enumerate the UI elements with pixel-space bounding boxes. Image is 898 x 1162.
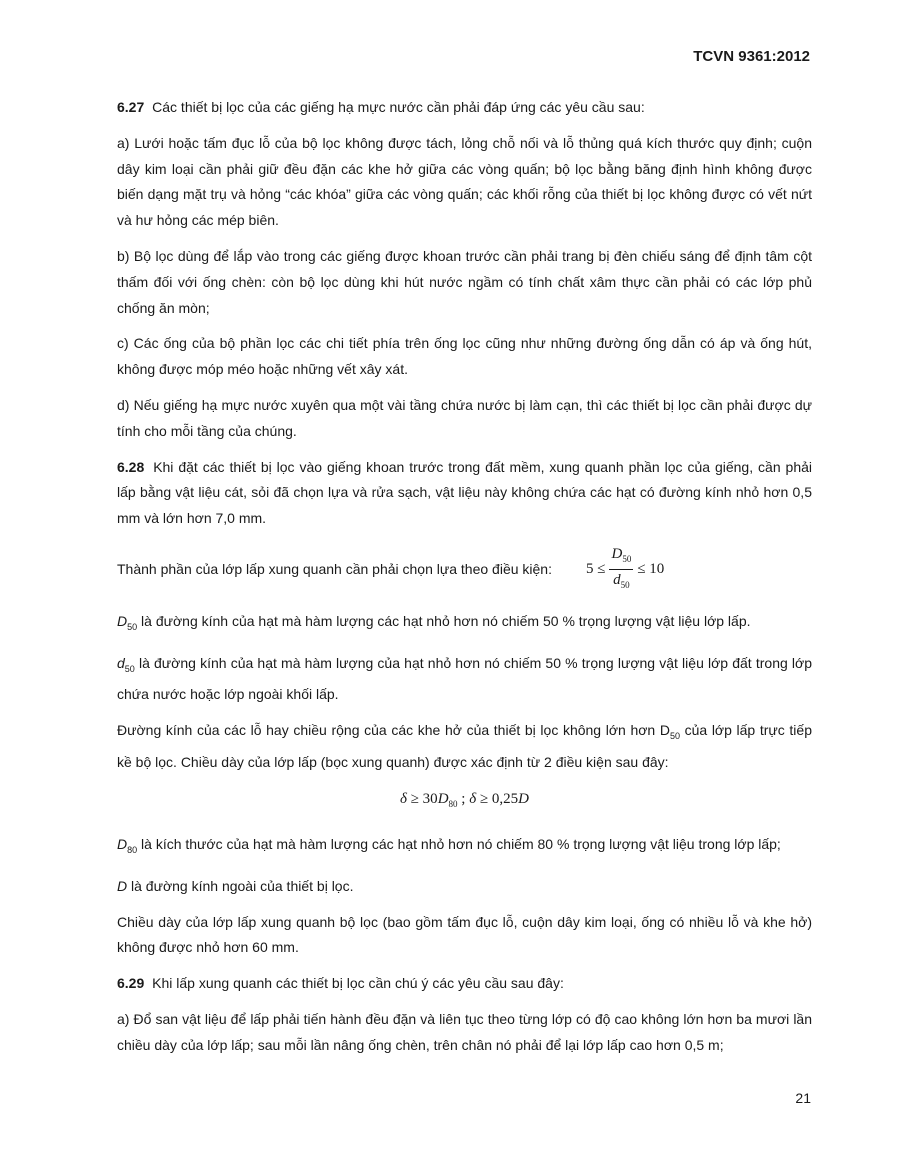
hole-text-part1: Đường kính của các lỗ hay chiều rộng của các khe hở của thiết bị lọc không lớn hơn D [117, 721, 670, 738]
clause-6-27-a: a) Lưới hoặc tấm đục lỗ của bộ lọc không được tách, lỏng chỗ nối và lỗ thủng quá kích thước quy định; cuộn dây kim loại cần phải giữ đều đặn các khe hở giữa các vòng quấn; bộ lọc bằng băng định hình không được biến dạng mặt trụ và hỏng “các khóa” giữa các vòng quấn; các khối rỗng của thiết bị lọc không được có vết nứt và hư hỏng các mép biên. [117, 134, 812, 229]
formula-D: D [518, 791, 530, 808]
symbol-D80: D [117, 836, 128, 853]
formula-ge-1: ≥ 30 [406, 791, 438, 808]
formula-ge-2: ≥ 0,25 [476, 791, 519, 808]
clause-6-27-d: d) Nếu giếng hạ mực nước xuyên qua một vài tầng chứa nước bị làm cạn, thì các thiết bị lọc cần phải được dự tính cho mỗi tầng của chúng. [117, 396, 812, 439]
fraction-denominator [611, 570, 632, 595]
definition-D50 [117, 609, 812, 641]
clause-6-29-a: a) Đổ san vật liệu để lấp phải tiến hành đều đặn và liên tục theo từng lớp có độ cao không lớn hơn ba mươi lần chiều dày của lớp lấp; sau mỗi lần nâng ống chèn, trên chân nó phải để lại lớp lấp cao hơn 0,5 m; [117, 1010, 812, 1053]
condition-text: Thành phần của lớp lấp xung quanh cần phải chọn lựa theo điều kiện: [117, 560, 552, 577]
fraction-numerator [609, 544, 633, 570]
formula-separator: ; [457, 791, 470, 808]
formula-right: ≤ 10 [637, 560, 665, 577]
document-code-header: TCVN 9361:2012 [693, 48, 810, 65]
formula-D-sub: 80 [448, 799, 458, 810]
clause-text: Các thiết bị lọc của các giếng hạ mực nước cần phải đáp ứng các yêu cầu sau: [152, 99, 645, 115]
page-body [117, 95, 812, 1069]
clause-6-27-b: b) Bộ lọc dùng để lắp vào trong các giếng được khoan trước cần phải trang bị đèn chiếu sáng để định tâm cột thấm đối với ống chèn: còn bộ lọc dùng khi hút nước ngầm có tính chất xâm thực cần phải có các lớp phủ chống ăn mòn; [117, 247, 812, 316]
hole-text-part2: của lớp lấp trực tiếp kề bộ lọc. Chiều dày của lớp lấp (bọc xung quanh) được xác định từ 2 điều kiện sau đây: [117, 721, 812, 770]
formula-left: 5 ≤ [585, 560, 606, 577]
definition-text: là đường kính ngoài của thiết bị lọc. [127, 877, 354, 894]
definition-text: là đường kính của hạt mà hàm lượng của hạt nhỏ hơn nó chiếm 50 % trọng lượng vật liệu lớp đất trong lớp chứa nước hoặc lớp ngoài khối lấp. [117, 654, 812, 703]
clause-6-28 [117, 455, 812, 532]
page-number: 21 [795, 1090, 811, 1106]
hole-subscript: 50 [669, 730, 680, 741]
formula-fraction [609, 544, 633, 595]
denominator-symbol: d [613, 571, 621, 588]
minimum-thickness-paragraph: Chiều dày của lớp lấp xung quanh bộ lọc (bao gồm tấm đục lỗ, cuộn dây kim loại, ống có nhiều lỗ và khe hở) không được nhỏ hơn 60 mm. [117, 913, 812, 956]
symbol-D: D [117, 877, 128, 894]
definition-D [117, 874, 812, 900]
delta-symbol: δ [399, 791, 407, 808]
definition-text: là kích thước của hạt mà hàm lượng các hạt nhỏ hơn nó chiếm 80 % trọng lượng vật liệu trong lớp lấp; [137, 836, 781, 853]
thickness-formula [117, 787, 812, 818]
symbol-D50-sub: 50 [127, 621, 138, 632]
formula-D: D [437, 791, 449, 808]
clause-number: 6.27 [117, 99, 145, 115]
symbol-D50: D [117, 612, 128, 629]
clause-number: 6.29 [117, 975, 145, 992]
definition-text: là đường kính của hạt mà hàm lượng các hạt nhỏ hơn nó chiếm 50 % trọng lượng vật liệu lớp lấp. [137, 612, 751, 629]
clause-text: Khi lấp xung quanh các thiết bị lọc cần chú ý các yêu cầu sau đây: [152, 975, 564, 992]
numerator-subscript: 50 [622, 553, 632, 564]
symbol-d50: d [117, 654, 125, 671]
clause-number: 6.28 [117, 458, 145, 475]
clause-6-29 [117, 971, 812, 997]
clause-6-27 [117, 95, 812, 121]
clause-6-27-c: c) Các ống của bộ phần lọc các chi tiết phía trên ống lọc cũng như những đường ống dẫn có áp và ống hút, không được móp méo hoặc những vết xây xát. [117, 335, 812, 378]
clause-text: Khi đặt các thiết bị lọc vào giếng khoan trước trong đất mềm, xung quanh phần lọc của giếng, cần phải lấp bằng vật liệu cát, sỏi đã chọn lựa và rửa sạch, vật liệu này không chứa các hạt có đường kính nhỏ hơn 0,5 mm và lớn hơn 7,0 mm. [117, 458, 812, 527]
condition-row [117, 544, 812, 595]
denominator-subscript: 50 [620, 579, 630, 590]
definition-d50 [117, 651, 812, 708]
numerator-symbol: D [611, 545, 623, 562]
symbol-D80-sub: 80 [127, 844, 138, 855]
symbol-d50-sub: 50 [124, 663, 135, 674]
delta-symbol: δ [469, 791, 477, 808]
hole-size-paragraph [117, 718, 812, 775]
definition-D80 [117, 832, 812, 864]
grading-formula [586, 544, 664, 595]
